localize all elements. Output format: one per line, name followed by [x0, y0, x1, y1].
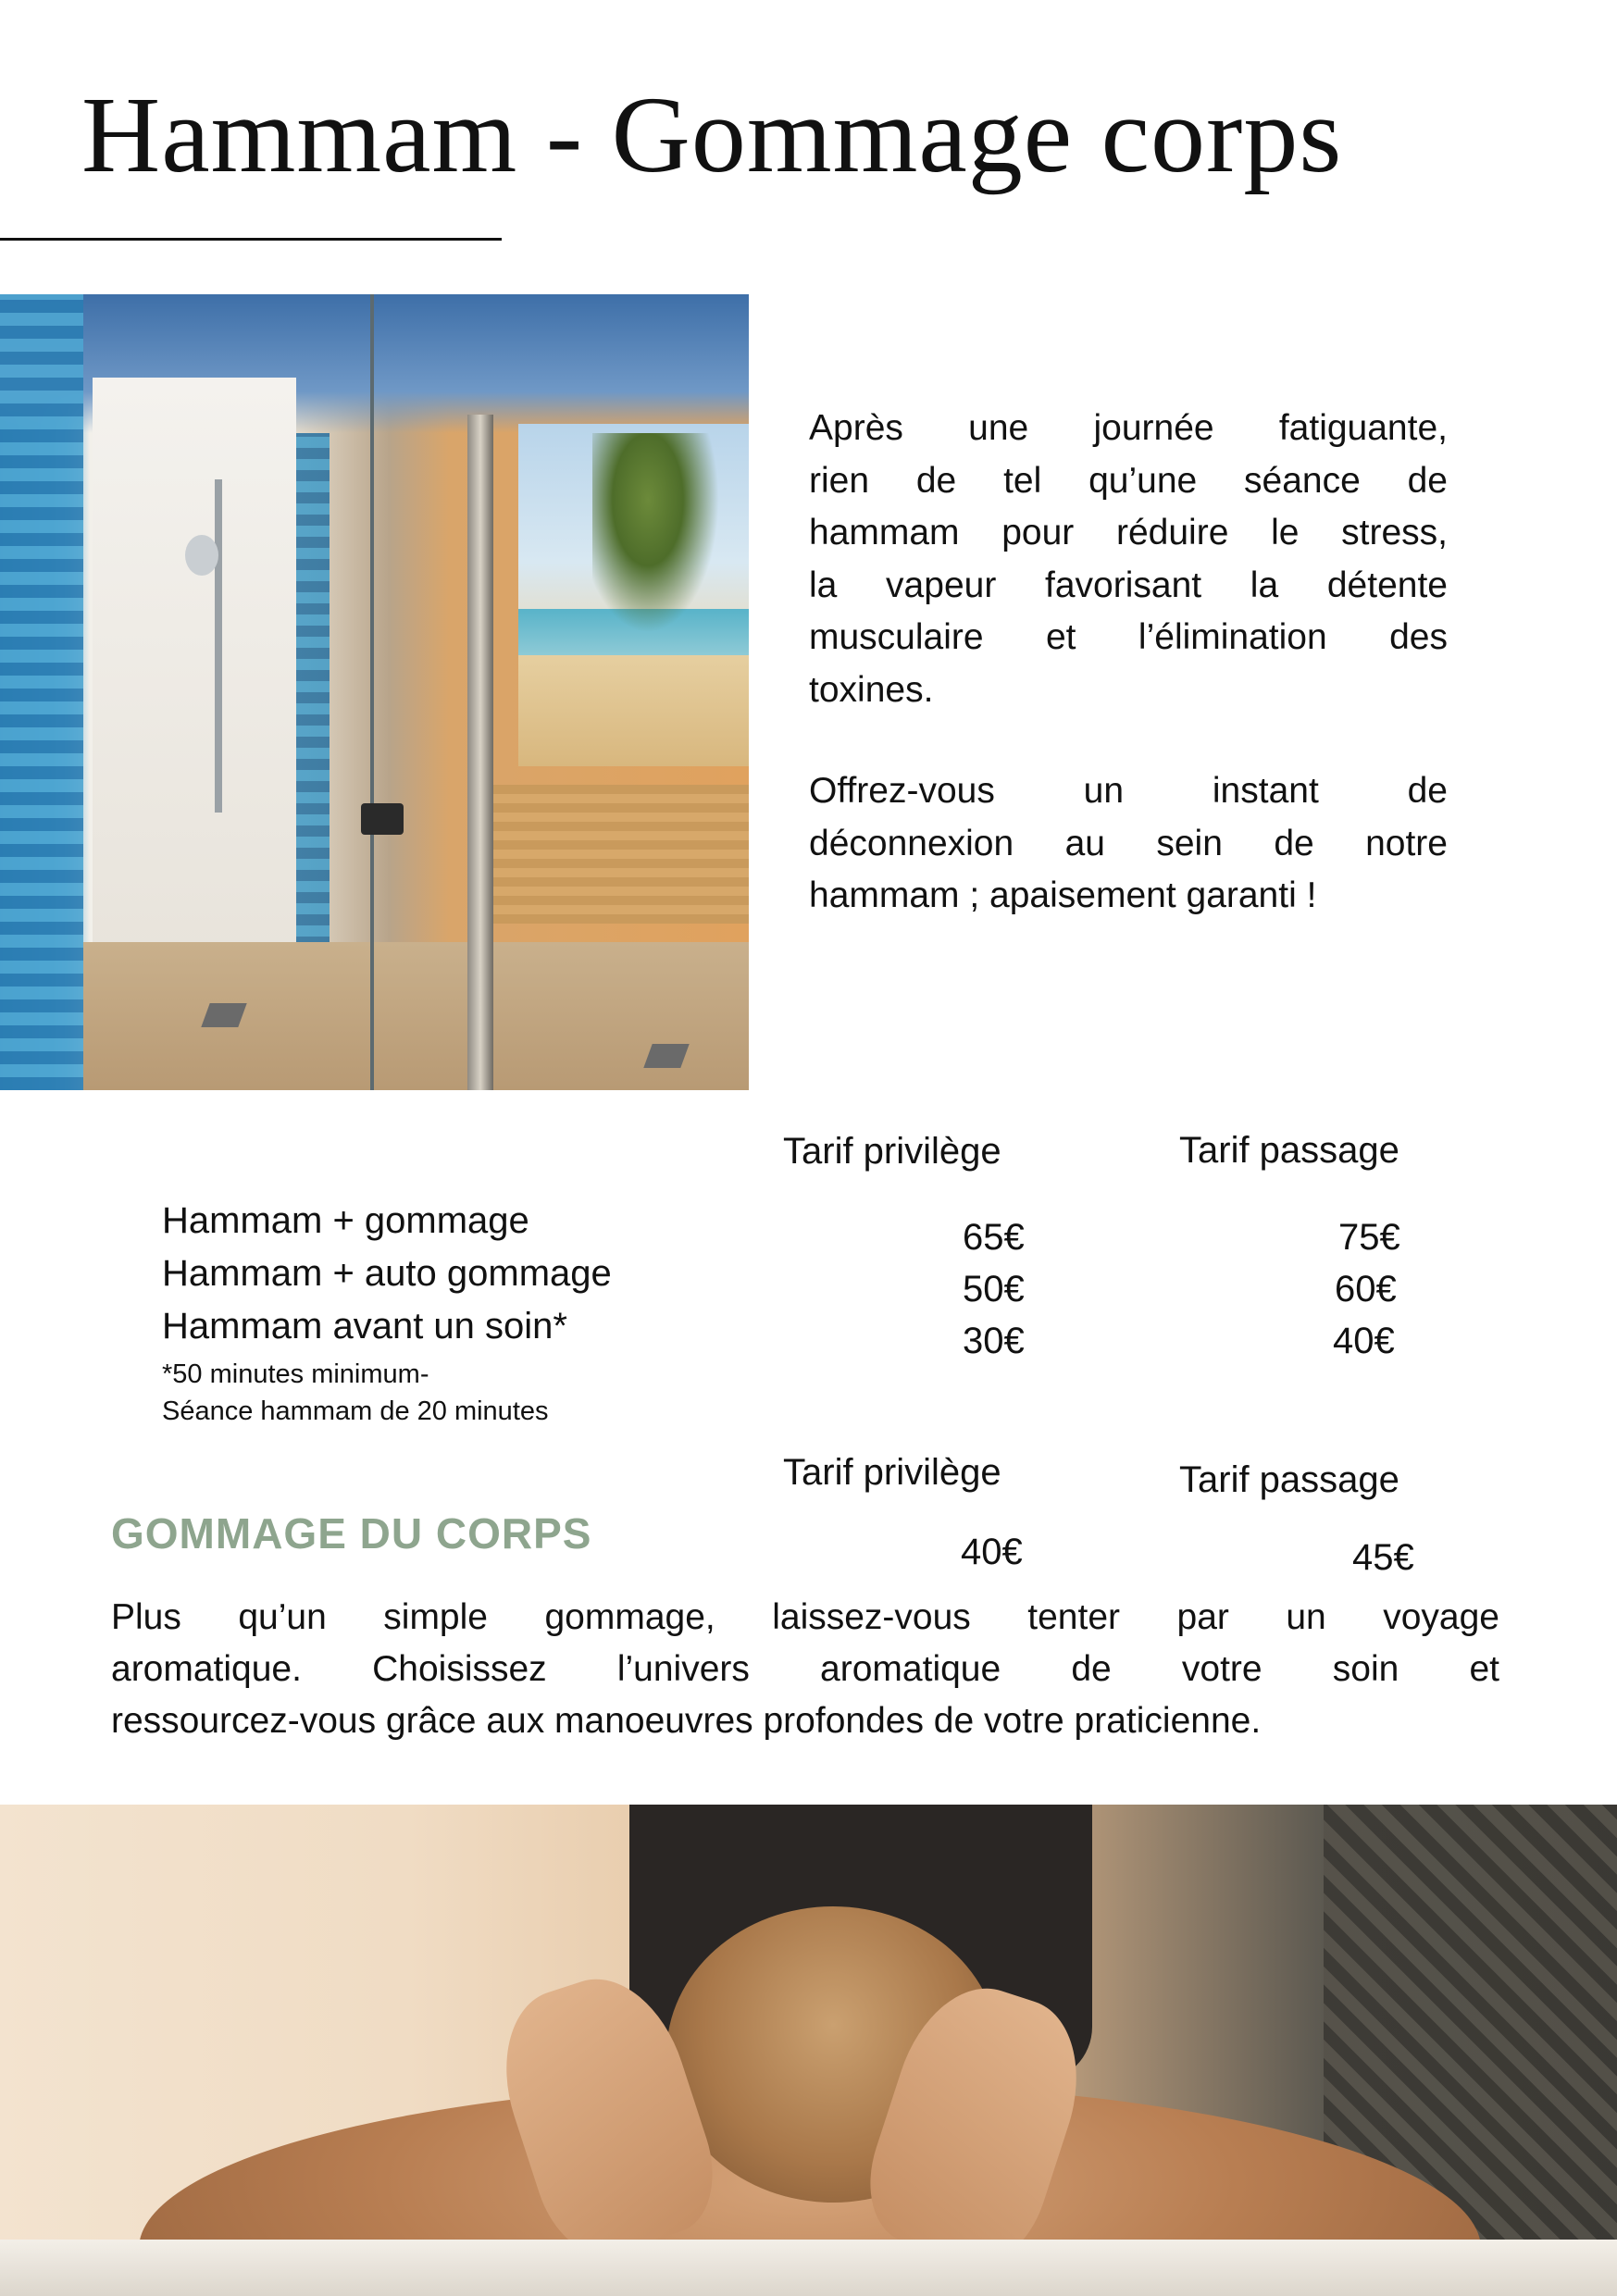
description-line: ressourcez-vous grâce aux manoeuvres profondes de votre praticienne. [111, 1701, 1262, 1741]
massage-towel [0, 2240, 1617, 2296]
hammam-shower-pipe [215, 479, 222, 813]
service-name: Hammam avant un soin* [162, 1306, 567, 1347]
hammam-bench [491, 785, 749, 924]
service-name: Hammam + gommage [162, 1200, 529, 1241]
price-privilege: 30€ [963, 1321, 1025, 1361]
gommage-header-passage: Tarif passage [1179, 1459, 1399, 1500]
hammam-glass-door [370, 294, 374, 1090]
intro-line: Après une journée fatiguante, [809, 408, 1448, 448]
hammam-mural-beach [518, 655, 749, 766]
hammam-mural-palm [592, 433, 731, 655]
description-line: Plus qu’un simple gommage, laissez-vous tenter par un voyage [111, 1597, 1499, 1637]
price-passage: 60€ [1335, 1269, 1397, 1309]
description-line: aromatique. Choisissez l’univers aromatique de votre soin et [111, 1649, 1499, 1689]
hammam-blue-tiles-left [0, 294, 83, 1090]
hammam-door-handle [361, 803, 404, 835]
title-divider [0, 238, 502, 241]
intro-line: toxines. [809, 669, 934, 710]
footnote: Séance hammam de 20 minutes [162, 1396, 549, 1426]
gommage-price-passage: 45€ [1352, 1537, 1414, 1578]
gommage-header-privilege: Tarif privilège [783, 1452, 1001, 1493]
hammam-floor [83, 942, 749, 1090]
hammam-header-passage: Tarif passage [1179, 1130, 1399, 1171]
intro-line: la vapeur favorisant la détente [809, 565, 1448, 605]
intro2-line: déconnexion au sein de notre [809, 823, 1448, 863]
intro2-line: hammam ; apaisement garanti ! [809, 875, 1317, 915]
intro-line: musculaire et l’élimination des [809, 617, 1448, 657]
intro-line: hammam pour réduire le stress, [809, 513, 1448, 552]
page-title: Hammam - Gommage corps [81, 74, 1343, 195]
intro-line: rien de tel qu’une séance de [809, 460, 1448, 501]
hammam-door-frame [467, 415, 493, 1090]
price-privilege: 50€ [963, 1269, 1025, 1309]
hammam-blue-tiles-strip [296, 433, 330, 970]
price-privilege: 65€ [963, 1217, 1025, 1258]
gommage-price-privilege: 40€ [961, 1532, 1023, 1572]
hammam-intro [809, 403, 1448, 716]
footnote: *50 minutes minimum- [162, 1359, 429, 1389]
gommage-description [111, 1592, 1499, 1747]
massage-photo [0, 1805, 1617, 2296]
hammam-shower-head [185, 535, 218, 576]
price-passage: 40€ [1333, 1321, 1395, 1361]
section-title: GOMMAGE DU CORPS [111, 1509, 592, 1558]
hammam-header-privilege: Tarif privilège [783, 1131, 1001, 1172]
intro2-line: Offrez-vous un instant de [809, 771, 1448, 811]
price-passage: 75€ [1338, 1217, 1400, 1258]
hammam-intro-2 [809, 765, 1448, 923]
hammam-photo [0, 294, 749, 1090]
service-name: Hammam + auto gommage [162, 1253, 612, 1294]
